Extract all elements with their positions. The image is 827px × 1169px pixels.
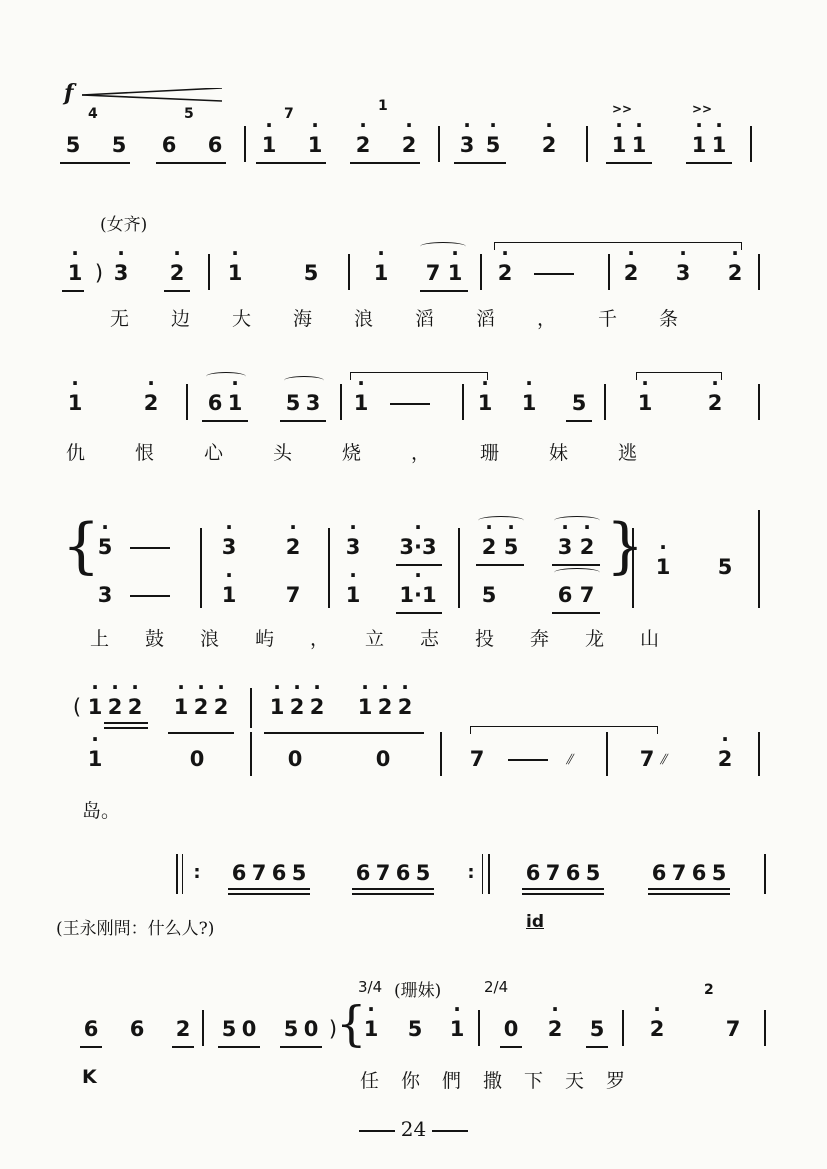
barline: [250, 688, 252, 728]
note: · 1: [222, 260, 248, 286]
underline: [218, 1046, 260, 1048]
note: 5: [711, 861, 727, 885]
time-signature: 2/4: [484, 978, 509, 996]
barline: [186, 384, 188, 420]
underline: [350, 162, 420, 164]
note: · 2: [164, 260, 190, 286]
note: 7: [375, 861, 391, 885]
barline: [758, 732, 760, 776]
barline: [586, 126, 588, 162]
repeat-end-bar: [488, 854, 490, 894]
underline: [648, 893, 730, 895]
barline: [348, 254, 350, 290]
note: 5: [481, 583, 497, 607]
repeat-start-bar: [182, 854, 183, 894]
note: · 2: [712, 746, 738, 772]
grace-note: 4: [88, 106, 98, 122]
barline: [440, 732, 442, 776]
underline: [500, 1046, 522, 1048]
note: · 2: [138, 390, 164, 416]
underline: [60, 162, 130, 164]
staff-line-5: [60, 680, 772, 820]
section-label: (女齐): [100, 215, 148, 235]
barline: [764, 1010, 766, 1046]
note: 6: [355, 861, 371, 885]
time-signature: 3/4: [358, 978, 383, 996]
note: 5: [291, 861, 307, 885]
note: · 3: [670, 260, 696, 286]
note: · 2: [476, 534, 502, 560]
note: · 1: [626, 132, 652, 158]
note: · 1: [358, 1016, 384, 1042]
underline: [396, 612, 442, 614]
tremolo-mark: ⫽: [566, 752, 573, 768]
page-rule: [359, 1130, 395, 1132]
note: · 1: [632, 390, 658, 416]
underline: [522, 893, 604, 895]
note: · 2: [574, 534, 600, 560]
hold-dash: [390, 403, 430, 405]
note: · 2: [304, 694, 330, 720]
line5-lower-notes: [60, 746, 772, 786]
note: · 1: [256, 132, 282, 158]
repeat-start-bar: [176, 854, 178, 894]
barline: [250, 732, 252, 776]
note: · 3: [454, 132, 480, 158]
underline: [280, 420, 326, 422]
note: · 1: [216, 582, 242, 608]
underline: [352, 888, 434, 890]
note: 6: [83, 1017, 99, 1041]
barline: [764, 854, 766, 894]
note: · 1: [340, 582, 366, 608]
staff-line-7: [60, 970, 772, 1100]
note: 7: [725, 1017, 741, 1041]
dynamic-mark: f: [64, 80, 74, 106]
staff-line-6: [56, 850, 772, 950]
note: 6: [271, 861, 287, 885]
note: · 2: [536, 132, 562, 158]
note: 5: [65, 133, 81, 157]
barline: [606, 732, 608, 776]
page-number-text: 24: [400, 1117, 427, 1141]
barline: [340, 384, 342, 420]
note: 5: [585, 861, 601, 885]
hold-dash: [508, 759, 548, 761]
note: · 2: [618, 260, 644, 286]
note: · 2: [542, 1016, 568, 1042]
note: 7: [425, 261, 441, 285]
underline: [104, 727, 148, 729]
note: 7: [251, 861, 267, 885]
note: 5: [283, 1017, 299, 1041]
note: · 2: [280, 534, 306, 560]
note: · 3·3: [394, 534, 442, 560]
spoken-line: (王永刚問：什么人?): [56, 919, 215, 939]
paren: ): [94, 261, 104, 285]
grace-note: 7: [284, 106, 294, 122]
note: 5: [415, 861, 431, 885]
underline: [62, 290, 84, 292]
note: · 2: [722, 260, 748, 286]
note: · 1: [442, 260, 468, 286]
line6-notes: [60, 860, 772, 900]
underline: [586, 1046, 608, 1048]
barline: [480, 254, 482, 290]
note: 7: [285, 583, 301, 607]
hold-dash: [130, 547, 170, 549]
grace-note: 2: [704, 982, 714, 998]
note: 6: [129, 1017, 145, 1041]
note: · 1: [472, 390, 498, 416]
barline: [438, 126, 440, 162]
note: 0: [287, 747, 303, 771]
note: · 1: [444, 1016, 470, 1042]
barline: [608, 254, 610, 290]
barline: [202, 1010, 204, 1046]
underline: [104, 722, 148, 724]
note: · 3: [340, 534, 366, 560]
barline: [750, 126, 752, 162]
note: · 2: [372, 694, 398, 720]
brace-right: }: [606, 511, 645, 581]
note: 0: [503, 1017, 519, 1041]
underline: [352, 893, 434, 895]
note: 0: [303, 1017, 319, 1041]
note: · 1: [516, 390, 542, 416]
page-number: [0, 1117, 827, 1141]
note: 5: [221, 1017, 237, 1041]
note: · 1: [62, 390, 88, 416]
note: 7: [545, 861, 561, 885]
underline: [280, 1046, 322, 1048]
note: 6: [395, 861, 411, 885]
underline: [454, 162, 506, 164]
accent-mark: >>: [692, 102, 713, 116]
note: 5: [285, 391, 301, 415]
note: 5: [589, 1017, 605, 1041]
note: · 5: [498, 534, 524, 560]
line2-notes: [60, 260, 772, 300]
note: · 1·1: [394, 582, 442, 608]
underline: [264, 732, 424, 734]
note: · 2: [644, 1016, 670, 1042]
note: · 2: [208, 694, 234, 720]
paren: ): [328, 1017, 338, 1041]
barline: [758, 510, 760, 608]
note: 0: [189, 747, 205, 771]
note: · 1: [368, 260, 394, 286]
note: · 1: [706, 132, 732, 158]
staff-line-3: [60, 360, 772, 470]
underline: [202, 420, 248, 422]
underline: [168, 732, 234, 734]
underline: [228, 893, 310, 895]
line3-notes: [60, 390, 772, 430]
brace-left: {: [336, 996, 367, 1052]
note: 6: [207, 391, 223, 415]
barline: [208, 254, 210, 290]
duet-label: (珊妹): [394, 981, 442, 1001]
note: 5: [717, 555, 733, 579]
note: · 1: [606, 132, 632, 158]
note: 6: [161, 133, 177, 157]
underline: [686, 162, 732, 164]
note: · 1: [264, 694, 290, 720]
hold-dash: [130, 595, 170, 597]
line1-notes: [60, 98, 772, 172]
note: 5: [407, 1017, 423, 1041]
note: · 3: [552, 534, 578, 560]
underline: [606, 162, 652, 164]
underline: [420, 290, 468, 292]
staff-line-4: [60, 510, 772, 650]
brace-left: {: [62, 511, 101, 581]
repeat-dots: :: [467, 862, 475, 883]
note: · 2: [396, 132, 422, 158]
grace-note: 5: [184, 106, 194, 122]
page-rule: [432, 1130, 468, 1132]
lyric-k: K: [82, 1066, 97, 1088]
underline: [80, 1046, 102, 1048]
note: · 2: [702, 390, 728, 416]
note: · 1: [686, 132, 712, 158]
note: 3: [97, 583, 113, 607]
note: 0: [375, 747, 391, 771]
note: 7: [639, 747, 655, 771]
repeat-dots: :: [193, 862, 201, 883]
note: · 1: [222, 390, 248, 416]
note: 5: [303, 261, 319, 285]
note: · 2: [284, 694, 310, 720]
note: 7: [671, 861, 687, 885]
grace-note: 1: [378, 98, 388, 114]
note: · 1: [650, 554, 676, 580]
note: 6: [557, 583, 573, 607]
barline: [604, 384, 606, 420]
note: · 1: [352, 694, 378, 720]
note: 6: [565, 861, 581, 885]
note: 2: [175, 1017, 191, 1041]
underline: [648, 888, 730, 890]
staff-line-2: [60, 210, 772, 330]
note: 6: [691, 861, 707, 885]
lyric-text: 上鼓浪屿，立志投奔龙山: [90, 628, 696, 650]
paren: (: [72, 695, 82, 719]
tremolo-mark: ⫽: [660, 752, 667, 768]
barline: [758, 254, 760, 290]
note: · 3: [108, 260, 134, 286]
note: · 1: [348, 390, 374, 416]
hold-dash: [534, 273, 574, 275]
barline: [758, 384, 760, 420]
note: · 2: [188, 694, 214, 720]
note: · 2: [350, 132, 376, 158]
note: · 1: [302, 132, 328, 158]
underline: [164, 290, 190, 292]
barline: [622, 1010, 624, 1046]
note: · 2: [392, 694, 418, 720]
slur: [284, 376, 324, 385]
note: · 5: [480, 132, 506, 158]
underline: [256, 162, 326, 164]
note: · 2: [102, 694, 128, 720]
note: 7: [469, 747, 485, 771]
underline: [228, 888, 310, 890]
staff-line-1: [60, 80, 772, 170]
tie-bracket: [470, 726, 658, 734]
note: 6: [525, 861, 541, 885]
note: · 5: [92, 534, 118, 560]
note: 6: [651, 861, 667, 885]
lyric-text: 任你們撒下天罗: [360, 1070, 648, 1092]
note: · 1: [82, 746, 108, 772]
crescendo-hairpin: [82, 88, 222, 102]
lyric-text: 岛。: [82, 800, 121, 822]
annot-id: id: [526, 912, 544, 932]
underline: [552, 612, 600, 614]
note: · 2: [122, 694, 148, 720]
note: · 1: [168, 694, 194, 720]
note: · 2: [492, 260, 518, 286]
underline: [156, 162, 226, 164]
note: · 3: [216, 534, 242, 560]
lyric-text: 无边大海浪滔滔，千条: [110, 308, 721, 330]
note: 6: [231, 861, 247, 885]
lyric-text: 仇恨心头烧，珊妹逃: [66, 442, 688, 464]
underline: [172, 1046, 194, 1048]
line5-upper-notes: [60, 694, 772, 734]
repeat-end-bar: [482, 854, 483, 894]
note: 5: [571, 391, 587, 415]
barline: [478, 1010, 480, 1046]
barline: [462, 384, 464, 420]
note: 0: [241, 1017, 257, 1041]
line4-tail-notes: [60, 554, 772, 594]
note: 7: [579, 583, 595, 607]
note: 5: [111, 133, 127, 157]
note: · 1: [62, 260, 88, 286]
accent-mark: >>: [612, 102, 633, 116]
note: 3: [305, 391, 321, 415]
note: · 1: [82, 694, 108, 720]
note: 6: [207, 133, 223, 157]
barline: [244, 126, 246, 162]
underline: [522, 888, 604, 890]
underline: [566, 420, 592, 422]
